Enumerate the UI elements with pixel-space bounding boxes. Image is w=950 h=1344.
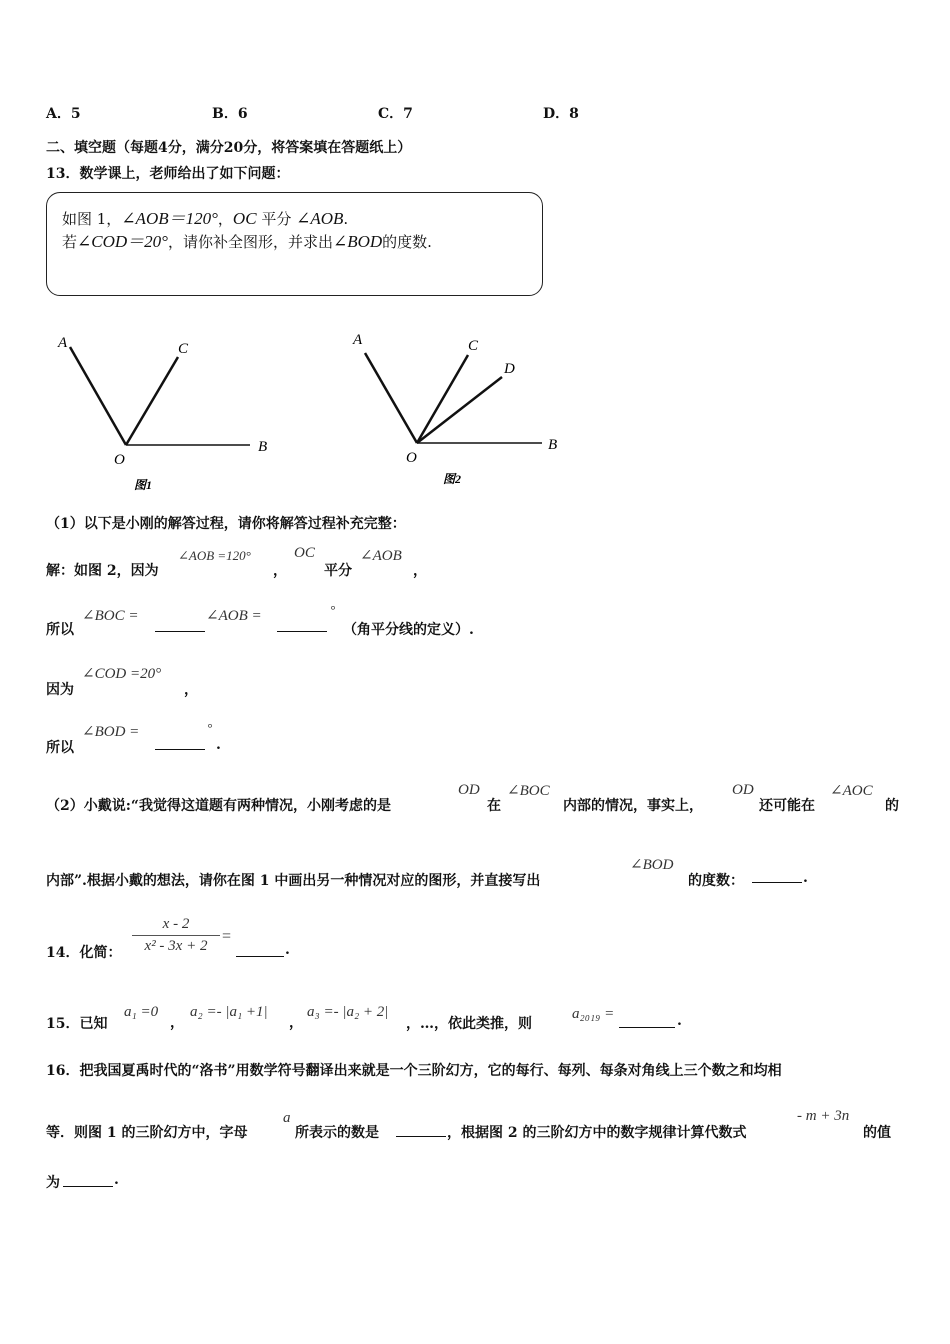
label-o: O: [406, 450, 417, 466]
q16-line2-a: 等．则图 1 的三阶幻方中，字母: [46, 1125, 248, 1141]
q15-label: 15．已知: [46, 1016, 108, 1032]
sol-line4-d: .: [216, 737, 221, 753]
q16-line2-f: 的值: [863, 1125, 891, 1141]
sol-line2-b: ∠BOC =: [82, 608, 139, 624]
part2-line1-d: ∠BOC: [507, 783, 550, 799]
q16-line3-b: .: [114, 1172, 119, 1188]
blank-boc[interactable]: [155, 619, 205, 632]
q16-blank-a[interactable]: [396, 1124, 446, 1137]
sol-line4-b: ∠BOD =: [82, 724, 140, 740]
figure-2: [340, 325, 580, 495]
q16-line3-a: 为: [46, 1175, 60, 1191]
ray-od: [417, 377, 502, 443]
choice-c[interactable]: C．7: [378, 106, 413, 122]
part2-line2-c: 的度数：: [688, 873, 744, 889]
label-b: B: [258, 439, 268, 455]
fig1-caption: 图1: [134, 478, 153, 492]
label-d: D: [504, 361, 515, 377]
choice-d[interactable]: D．8: [543, 106, 579, 122]
blank-bod-2[interactable]: [752, 870, 802, 883]
part2-line1-b: OD: [458, 782, 480, 798]
q16-line2-d: ，根据图 2 的三阶幻方中的数字规律计算代数式: [447, 1125, 747, 1141]
choice-a[interactable]: A．5: [46, 106, 81, 122]
q15-sep1: ，: [170, 1015, 184, 1031]
sol-line1-c: ，: [273, 563, 287, 579]
sol-line2-c: ∠AOB =: [206, 608, 262, 624]
ray-oa: [365, 353, 417, 443]
choice-b[interactable]: B．6: [212, 106, 248, 122]
sol-line4-c: °: [207, 720, 213, 735]
part2-line2-d: .: [803, 870, 808, 886]
ray-oa: [70, 347, 126, 445]
fig2-caption: 图2: [443, 472, 462, 486]
sol-line3-c: ，: [184, 682, 198, 698]
sol-line2-d: °: [330, 602, 336, 617]
q14-blank[interactable]: [236, 944, 284, 957]
q15-end: .: [677, 1013, 682, 1029]
section-header: 二、填空题（每题4分，满分20分，将答案填在答题纸上）: [46, 140, 412, 156]
q14-fraction: [132, 916, 220, 955]
label-b: B: [548, 437, 558, 453]
q14-numerator: x - 2: [132, 916, 220, 936]
blank-bod[interactable]: [155, 737, 205, 750]
sol-line2-e: （角平分线的定义）.: [343, 622, 474, 638]
q16-line2-b: a: [283, 1110, 291, 1126]
blank-aob[interactable]: [277, 619, 327, 632]
sol-line1-g: ，: [413, 563, 427, 579]
part2-line1-i: 的: [885, 798, 899, 814]
ray-oc: [126, 357, 178, 445]
q15-sep2: ，: [289, 1015, 303, 1031]
sol-line2-a: 所以: [46, 622, 74, 638]
q15-a2: a₂ =- |a₁ +1|: [190, 1004, 268, 1020]
q16-line2-e: - m + 3n: [797, 1108, 850, 1124]
figure-1: [40, 325, 290, 500]
q14-label: 14．化简：: [46, 945, 122, 961]
sol-line3-b: ∠COD =20°: [82, 666, 162, 682]
q16-line2-c: 所表示的数是: [295, 1125, 379, 1141]
box-line-1: 如图 1，∠AOB＝120°，OC 平分 ∠AOB.: [62, 209, 349, 228]
box-line-2: 若∠COD＝20°，请你补全图形，并求出∠BOD的度数.: [62, 232, 432, 251]
sol-line1-a: 解：如图 2，因为: [46, 563, 159, 579]
sol-line1-f: ∠AOB: [360, 548, 402, 564]
q15-blank[interactable]: [619, 1015, 675, 1028]
q16-blank-value[interactable]: [63, 1174, 113, 1187]
q16-line1: 16．把我国夏禹时代的“洛书”用数学符号翻译出来就是一个三阶幻方，它的每行、每列、每条对角线上三个数之和均相: [46, 1063, 782, 1079]
part2-line1-h: ∠AOC: [830, 783, 873, 799]
part2-line1-f: OD: [732, 782, 754, 798]
q15-etc: ，…，依此类推，则: [406, 1016, 532, 1032]
q14-denominator: x² - 3x + 2: [144, 938, 208, 954]
sol-line1-e: 平分: [324, 563, 352, 579]
part2-line1-a: （2）小戴说:“我觉得这道题有两种情况，小刚考虑的是: [46, 798, 391, 814]
part2-line1-c: 在: [487, 798, 501, 814]
part1-prompt: （1）以下是小刚的解答过程，请你将解答过程补充完整：: [46, 516, 406, 532]
sol-line1-d: OC: [294, 545, 315, 561]
label-c: C: [468, 338, 479, 354]
label-c: C: [178, 341, 189, 357]
label-a: A: [353, 332, 363, 348]
part2-line2-b: ∠BOD: [630, 857, 674, 873]
ray-oc: [417, 355, 468, 443]
q13-stem: 13．数学课上，老师给出了如下问题：: [46, 166, 290, 182]
label-o: O: [114, 452, 125, 468]
q15-a2019: a₂₀₁₉ =: [572, 1006, 615, 1022]
part2-line2-a: 内部”.根据小戴的想法，请你在图 1 中画出另一种情况对应的图形，并直接写出: [46, 873, 541, 889]
q15-a1: a₁ =0: [124, 1004, 159, 1020]
q14-eq: =: [222, 928, 232, 945]
sol-line3-a: 因为: [46, 682, 74, 698]
part2-line1-g: 还可能在: [759, 798, 815, 814]
label-a: A: [58, 335, 68, 351]
sol-line4-a: 所以: [46, 740, 74, 756]
q15-a3: a₃ =- |a₂ + 2|: [307, 1004, 389, 1020]
q14-end: .: [285, 942, 290, 958]
part2-line1-e: 内部的情况，事实上，: [563, 798, 703, 814]
sol-line1-b: ∠AOB =120°: [178, 548, 251, 563]
